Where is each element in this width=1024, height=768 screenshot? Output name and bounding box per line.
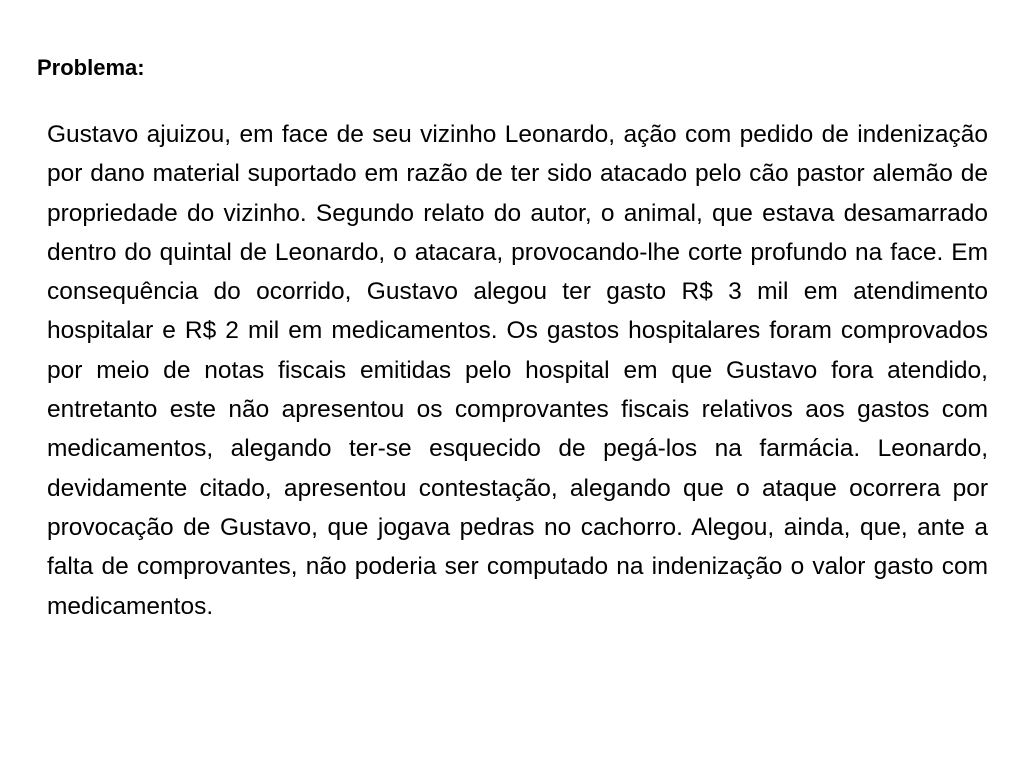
- slide-heading: Problema:: [37, 55, 145, 80]
- problem-paragraph: Gustavo ajuizou, em face de seu vizinho Leonardo, ação com pedido de indenização por dano material suportado em razão de ter sido atacado pelo cão pastor alemão de propriedade do vizinho. Segundo relato do autor, o animal, que estava desamarrado dentro do quintal de Leonardo, o atacara, provocando-lhe corte profundo na face. Em consequência do ocorrido, Gustavo alegou ter gasto R$ 3 mil em atendimento hospitalar e R$ 2 mil em medicamentos. Os gastos hospitalares foram comprovados por meio de notas fiscais emitidas pelo hospital em que Gustavo fora atendido, entretanto este não apresentou os comprovantes fiscais relativos aos gastos com medicamentos, alegando ter-se esquecido de pegá-los na farmácia. Leonardo, devidamente citado, apresentou contestação, alegando que o ataque ocorrera por provocação de Gustavo, que jogava pedras no cachorro. Alegou, ainda, que, ante a falta de comprovantes, não poderia ser computado na indenização o valor gasto com medicamentos.: [47, 121, 988, 620]
